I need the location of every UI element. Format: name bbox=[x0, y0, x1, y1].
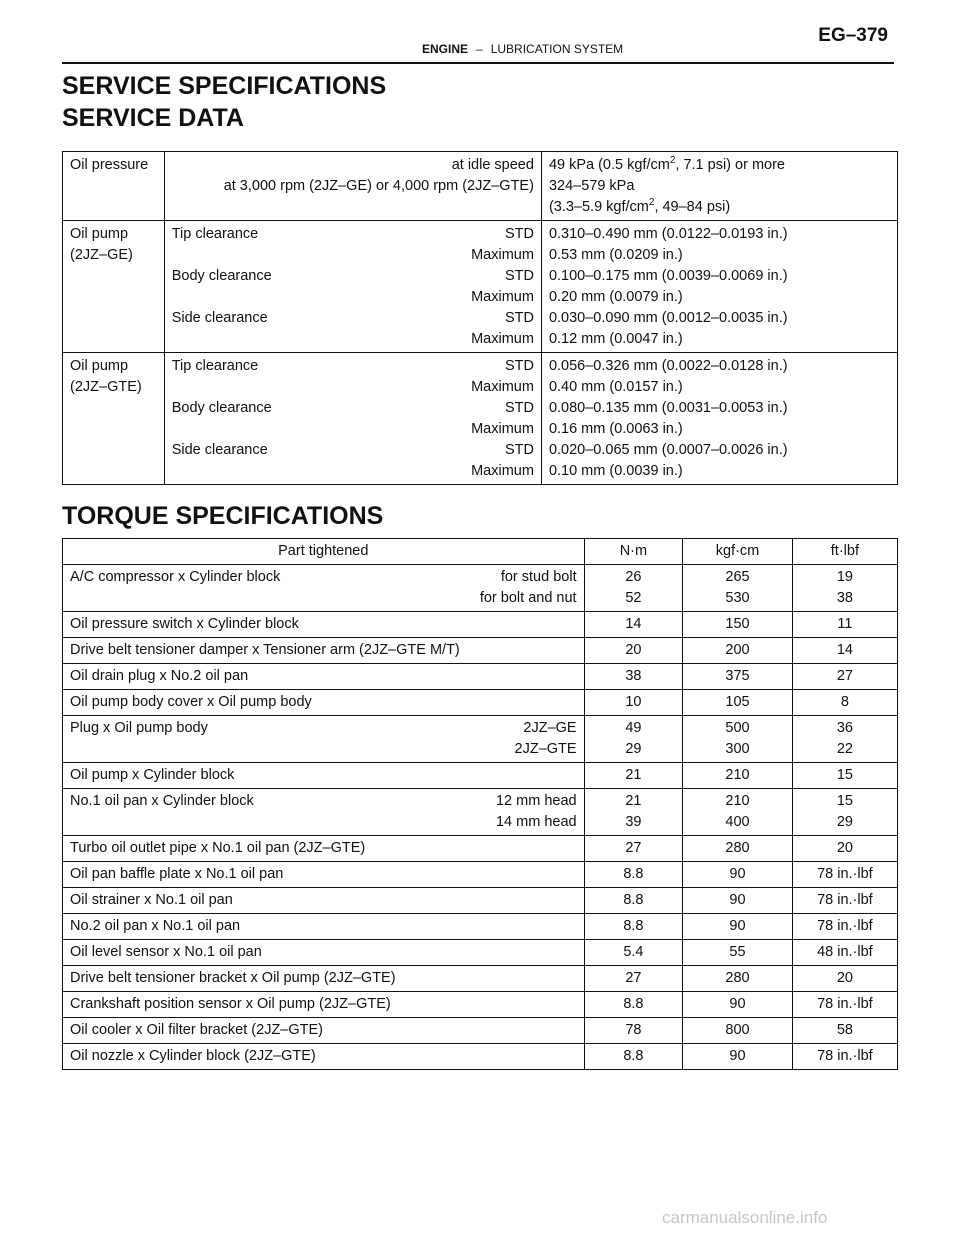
clearance-item: Side clearance bbox=[171, 442, 268, 458]
table-row bbox=[63, 716, 898, 763]
nm-value: 5.4 bbox=[623, 944, 644, 960]
part-line bbox=[70, 968, 577, 989]
ft-lbf-cell bbox=[792, 862, 897, 888]
part-cell bbox=[63, 992, 585, 1018]
clearance-value: 0.12 mm (0.0047 in.) bbox=[548, 331, 683, 347]
part-cell bbox=[63, 789, 585, 836]
clearance-line bbox=[172, 398, 534, 419]
part-name: Oil pump body cover x Oil pump body bbox=[70, 694, 312, 710]
oil-pump-2jz-ge-row bbox=[63, 221, 898, 353]
clearance-line bbox=[172, 461, 534, 482]
ft-lbf-value: 14 bbox=[836, 642, 853, 658]
kgf-cm-value: 200 bbox=[725, 642, 750, 658]
kgf-cm-cell bbox=[683, 664, 793, 690]
part-name: Oil level sensor x No.1 oil pan bbox=[70, 944, 262, 960]
kgf-cm-cell bbox=[683, 565, 793, 612]
clearance-item: Tip clearance bbox=[171, 226, 259, 242]
nm-value: 20 bbox=[625, 642, 642, 658]
part-line bbox=[70, 838, 577, 859]
part-condition: 2JZ–GE bbox=[523, 720, 577, 736]
clearance-line bbox=[172, 287, 534, 308]
part-name: Oil pump x Cylinder block bbox=[70, 767, 235, 783]
oil-pump-gte-label: Oil pump (2JZ–GTE) bbox=[63, 353, 165, 485]
clearance-line bbox=[172, 266, 534, 287]
table-row bbox=[63, 914, 898, 940]
kgf-cm-cell bbox=[683, 638, 793, 664]
clearance-condition: Maximum bbox=[471, 421, 534, 437]
clearance-value: 0.10 mm (0.0039 in.) bbox=[548, 463, 683, 479]
clearance-line bbox=[172, 440, 534, 461]
nm-value: 52 bbox=[625, 590, 642, 606]
kgf-cm-value: 265 bbox=[725, 569, 750, 585]
kgf-cm-value: 210 bbox=[725, 793, 750, 809]
part-condition: for bolt and nut bbox=[479, 590, 577, 606]
part-line bbox=[70, 791, 577, 812]
ft-lbf-value: 78 in.·lbf bbox=[817, 892, 873, 908]
oil-pressure-values bbox=[541, 152, 897, 221]
ft-lbf-cell bbox=[792, 914, 897, 940]
clearance-item: Side clearance bbox=[171, 310, 268, 326]
part-condition: 2JZ–GTE bbox=[514, 741, 577, 757]
part-cell bbox=[63, 612, 585, 638]
ft-lbf-value: 78 in.·lbf bbox=[817, 866, 873, 882]
nm-value: 49 bbox=[625, 720, 642, 736]
clearance-value: 0.020–0.065 mm (0.0007–0.0026 in.) bbox=[548, 442, 788, 458]
part-name: Drive belt tensioner bracket x Oil pump (2JZ–GTE) bbox=[70, 970, 396, 986]
service-specifications-title: SERVICE SPECIFICATIONS bbox=[62, 72, 387, 100]
clearance-condition: Maximum bbox=[471, 331, 534, 347]
table-row bbox=[63, 789, 898, 836]
nm-cell bbox=[584, 992, 683, 1018]
part-cell bbox=[63, 862, 585, 888]
part-line bbox=[70, 1046, 577, 1067]
nm-cell bbox=[584, 1044, 683, 1070]
ft-lbf-value: 78 in.·lbf bbox=[817, 1048, 873, 1064]
torque-specifications-table bbox=[62, 538, 898, 1070]
nm-cell bbox=[584, 565, 683, 612]
header-kgf-cm: kgf·cm bbox=[683, 539, 793, 565]
clearance-value: 0.100–0.175 mm (0.0039–0.0069 in.) bbox=[548, 268, 788, 284]
nm-cell bbox=[584, 612, 683, 638]
clearance-value: 0.056–0.326 mm (0.0022–0.0128 in.) bbox=[548, 358, 788, 374]
ft-lbf-cell bbox=[792, 789, 897, 836]
nm-value: 27 bbox=[625, 840, 642, 856]
nm-cell bbox=[584, 664, 683, 690]
clearance-condition: STD bbox=[504, 310, 534, 326]
table-row bbox=[63, 690, 898, 716]
clearance-value: 0.030–0.090 mm (0.0012–0.0035 in.) bbox=[548, 310, 788, 326]
kgf-cm-cell bbox=[683, 716, 793, 763]
kgf-cm-value: 105 bbox=[725, 694, 750, 710]
nm-value: 21 bbox=[625, 793, 642, 809]
part-cell bbox=[63, 716, 585, 763]
ft-lbf-cell bbox=[792, 1044, 897, 1070]
clearance-item: Tip clearance bbox=[171, 358, 259, 374]
part-line bbox=[70, 739, 577, 760]
nm-value: 8.8 bbox=[623, 1048, 644, 1064]
table-row bbox=[63, 664, 898, 690]
part-cell bbox=[63, 940, 585, 966]
clearance-condition: Maximum bbox=[471, 289, 534, 305]
kgf-cm-value: 530 bbox=[725, 590, 750, 606]
kgf-cm-cell bbox=[683, 940, 793, 966]
nm-value: 29 bbox=[625, 741, 642, 757]
clearance-item: Body clearance bbox=[171, 268, 272, 284]
ft-lbf-cell bbox=[792, 638, 897, 664]
ft-lbf-value: 78 in.·lbf bbox=[817, 918, 873, 934]
nm-cell bbox=[584, 690, 683, 716]
nm-value: 78 bbox=[625, 1022, 642, 1038]
part-line bbox=[70, 666, 577, 687]
oil-pump-gte-items bbox=[164, 353, 541, 485]
nm-cell bbox=[584, 836, 683, 862]
part-cell bbox=[63, 914, 585, 940]
part-cell bbox=[63, 836, 585, 862]
ft-lbf-value: 11 bbox=[837, 616, 853, 632]
service-data-table bbox=[62, 151, 898, 485]
part-cell bbox=[63, 763, 585, 789]
header-nm: N·m bbox=[584, 539, 683, 565]
kgf-cm-value: 280 bbox=[725, 970, 750, 986]
ft-lbf-value: 20 bbox=[836, 970, 853, 986]
part-name: Oil drain plug x No.2 oil pan bbox=[70, 668, 249, 684]
kgf-cm-cell bbox=[683, 914, 793, 940]
part-cell bbox=[63, 1044, 585, 1070]
nm-value: 10 bbox=[625, 694, 642, 710]
kgf-cm-cell bbox=[683, 1018, 793, 1044]
part-cell bbox=[63, 888, 585, 914]
part-name: Turbo oil outlet pipe x No.1 oil pan (2JZ–GTE) bbox=[70, 840, 366, 856]
nm-cell bbox=[584, 888, 683, 914]
torque-header-row bbox=[63, 539, 898, 565]
kgf-cm-value: 90 bbox=[729, 1048, 746, 1064]
kgf-cm-value: 90 bbox=[729, 892, 746, 908]
part-line bbox=[70, 692, 577, 713]
nm-cell bbox=[584, 1018, 683, 1044]
clearance-line bbox=[172, 329, 534, 350]
ft-lbf-cell bbox=[792, 664, 897, 690]
table-row bbox=[63, 565, 898, 612]
table-row bbox=[63, 836, 898, 862]
value-rpm-kgf: (3.3–5.9 kgf/$cm^2$, 49–84 psi) bbox=[548, 197, 731, 215]
part-cell bbox=[63, 690, 585, 716]
clearance-value: 0.40 mm (0.0157 in.) bbox=[548, 379, 683, 395]
kgf-cm-value: 55 bbox=[729, 944, 746, 960]
part-cell bbox=[63, 966, 585, 992]
part-name: Plug x Oil pump body bbox=[70, 720, 208, 736]
clearance-value: 0.16 mm (0.0063 in.) bbox=[548, 421, 683, 437]
kgf-cm-cell bbox=[683, 763, 793, 789]
nm-value: 21 bbox=[625, 767, 642, 783]
clearance-condition: STD bbox=[504, 442, 534, 458]
oil-pump-gte-values bbox=[541, 353, 897, 485]
clearance-line bbox=[172, 419, 534, 440]
clearance-condition: Maximum bbox=[471, 379, 534, 395]
part-name: No.2 oil pan x No.1 oil pan bbox=[70, 918, 241, 934]
nm-value: 26 bbox=[625, 569, 642, 585]
kgf-cm-cell bbox=[683, 612, 793, 638]
part-line bbox=[70, 1020, 577, 1041]
part-condition: for stud bolt bbox=[500, 569, 577, 585]
kgf-cm-cell bbox=[683, 789, 793, 836]
part-line bbox=[70, 718, 577, 739]
part-name: Oil pan baffle plate x No.1 oil pan bbox=[70, 866, 284, 882]
part-line bbox=[70, 765, 577, 786]
running-head bbox=[422, 42, 623, 56]
oil-pump-2jz-gte-row bbox=[63, 353, 898, 485]
kgf-cm-value: 400 bbox=[725, 814, 750, 830]
nm-cell bbox=[584, 862, 683, 888]
clearance-condition: STD bbox=[504, 268, 534, 284]
part-line bbox=[70, 864, 577, 885]
clearance-line bbox=[172, 308, 534, 329]
ft-lbf-cell bbox=[792, 966, 897, 992]
oil-pressure-label: Oil pressure bbox=[63, 152, 165, 221]
service-data-title: SERVICE DATA bbox=[62, 104, 244, 132]
oil-pressure-conditions bbox=[164, 152, 541, 221]
ft-lbf-cell bbox=[792, 612, 897, 638]
part-line bbox=[70, 994, 577, 1015]
ft-lbf-value: 20 bbox=[836, 840, 853, 856]
table-row bbox=[63, 763, 898, 789]
kgf-cm-value: 375 bbox=[725, 668, 750, 684]
ft-lbf-cell bbox=[792, 690, 897, 716]
kgf-cm-value: 150 bbox=[725, 616, 750, 632]
nm-value: 8.8 bbox=[623, 918, 644, 934]
condition-idle: at idle speed bbox=[451, 157, 534, 173]
ft-lbf-cell bbox=[792, 716, 897, 763]
nm-cell bbox=[584, 763, 683, 789]
table-row bbox=[63, 1018, 898, 1044]
ft-lbf-value: 15 bbox=[836, 793, 853, 809]
part-name: Drive belt tensioner damper x Tensioner arm (2JZ–GTE M/T) bbox=[70, 642, 460, 658]
kgf-cm-value: 210 bbox=[725, 767, 750, 783]
table-row bbox=[63, 862, 898, 888]
part-name: Crankshaft position sensor x Oil pump (2JZ–GTE) bbox=[70, 996, 391, 1012]
part-line bbox=[70, 640, 577, 661]
condition-rpm: at 3,000 rpm (2JZ–GE) or 4,000 rpm (2JZ–GTE) bbox=[223, 178, 534, 194]
part-line bbox=[70, 614, 577, 635]
ft-lbf-value: 36 bbox=[836, 720, 853, 736]
part-cell bbox=[63, 565, 585, 612]
kgf-cm-cell bbox=[683, 966, 793, 992]
part-line bbox=[70, 567, 577, 588]
ft-lbf-value: 19 bbox=[836, 569, 853, 585]
section-name: ENGINE bbox=[422, 42, 469, 56]
ft-lbf-cell bbox=[792, 565, 897, 612]
watermark: carmanualsonline.info bbox=[662, 1208, 828, 1227]
part-name: Oil cooler x Oil filter bracket (2JZ–GTE) bbox=[70, 1022, 323, 1038]
kgf-cm-cell bbox=[683, 836, 793, 862]
clearance-value: 0.20 mm (0.0079 in.) bbox=[548, 289, 683, 305]
table-row bbox=[63, 638, 898, 664]
ft-lbf-value: 38 bbox=[836, 590, 853, 606]
nm-cell bbox=[584, 789, 683, 836]
part-line bbox=[70, 916, 577, 937]
ft-lbf-cell bbox=[792, 763, 897, 789]
part-name: No.1 oil pan x Cylinder block bbox=[70, 793, 254, 809]
kgf-cm-cell bbox=[683, 690, 793, 716]
torque-specifications-title: TORQUE SPECIFICATIONS bbox=[62, 502, 384, 530]
value-rpm-kpa: 324–579 kPa bbox=[548, 178, 635, 194]
nm-value: 39 bbox=[625, 814, 642, 830]
kgf-cm-value: 90 bbox=[729, 866, 746, 882]
clearance-line bbox=[172, 377, 534, 398]
part-condition: 14 mm head bbox=[495, 814, 577, 830]
clearance-value: 0.310–0.490 mm (0.0122–0.0193 in.) bbox=[548, 226, 788, 242]
kgf-cm-value: 500 bbox=[725, 720, 750, 736]
value-idle: 49 kPa (0.5 kgf/$cm^2$, 7.1 psi) or more bbox=[548, 155, 785, 173]
ft-lbf-value: 78 in.·lbf bbox=[817, 996, 873, 1012]
clearance-line bbox=[172, 224, 534, 245]
nm-value: 8.8 bbox=[623, 892, 644, 908]
part-name: Oil strainer x No.1 oil pan bbox=[70, 892, 233, 908]
nm-value: 8.8 bbox=[623, 996, 644, 1012]
nm-cell bbox=[584, 716, 683, 763]
part-name: A/C compressor x Cylinder block bbox=[70, 569, 281, 585]
part-name: Oil nozzle x Cylinder block (2JZ–GTE) bbox=[70, 1048, 316, 1064]
part-line bbox=[70, 812, 577, 833]
nm-value: 8.8 bbox=[623, 866, 644, 882]
ft-lbf-value: 58 bbox=[836, 1022, 853, 1038]
clearance-condition: STD bbox=[504, 400, 534, 416]
oil-pump-ge-values bbox=[541, 221, 897, 353]
kgf-cm-cell bbox=[683, 1044, 793, 1070]
kgf-cm-cell bbox=[683, 888, 793, 914]
kgf-cm-cell bbox=[683, 862, 793, 888]
clearance-value: 0.080–0.135 mm (0.0031–0.0053 in.) bbox=[548, 400, 788, 416]
oil-pressure-row bbox=[63, 152, 898, 221]
ft-lbf-value: 15 bbox=[836, 767, 853, 783]
clearance-condition: STD bbox=[504, 226, 534, 242]
table-row bbox=[63, 612, 898, 638]
clearance-item: Body clearance bbox=[171, 400, 272, 416]
table-row bbox=[63, 940, 898, 966]
ft-lbf-value: 48 in.·lbf bbox=[817, 944, 873, 960]
ft-lbf-cell bbox=[792, 940, 897, 966]
kgf-cm-value: 800 bbox=[725, 1022, 750, 1038]
part-line bbox=[70, 588, 577, 609]
header-ft-lbf: ft·lbf bbox=[792, 539, 897, 565]
clearance-line bbox=[172, 245, 534, 266]
nm-cell bbox=[584, 940, 683, 966]
clearance-condition: Maximum bbox=[471, 247, 534, 263]
ft-lbf-value: 27 bbox=[836, 668, 853, 684]
kgf-cm-cell bbox=[683, 992, 793, 1018]
nm-cell bbox=[584, 638, 683, 664]
part-cell bbox=[63, 1018, 585, 1044]
oil-pump-ge-label: Oil pump (2JZ–GE) bbox=[63, 221, 165, 353]
clearance-condition: STD bbox=[504, 358, 534, 374]
ft-lbf-cell bbox=[792, 888, 897, 914]
table-row bbox=[63, 992, 898, 1018]
oil-pump-ge-items bbox=[164, 221, 541, 353]
nm-cell bbox=[584, 914, 683, 940]
page-header bbox=[62, 22, 894, 64]
clearance-line bbox=[172, 356, 534, 377]
part-cell bbox=[63, 638, 585, 664]
table-row bbox=[63, 888, 898, 914]
ft-lbf-cell bbox=[792, 1018, 897, 1044]
ft-lbf-value: 8 bbox=[840, 694, 849, 710]
part-name: Oil pressure switch x Cylinder block bbox=[70, 616, 299, 632]
clearance-value: 0.53 mm (0.0209 in.) bbox=[548, 247, 683, 263]
header-separator: – bbox=[476, 42, 483, 56]
ft-lbf-value: 22 bbox=[836, 741, 853, 757]
table-row bbox=[63, 1044, 898, 1070]
part-line bbox=[70, 890, 577, 911]
nm-value: 27 bbox=[625, 970, 642, 986]
kgf-cm-value: 90 bbox=[729, 996, 746, 1012]
part-line bbox=[70, 942, 577, 963]
nm-cell bbox=[584, 966, 683, 992]
kgf-cm-value: 280 bbox=[725, 840, 750, 856]
subsection-name: LUBRICATION SYSTEM bbox=[490, 42, 624, 56]
clearance-condition: Maximum bbox=[471, 463, 534, 479]
page-number: EG–379 bbox=[818, 25, 888, 46]
ft-lbf-value: 29 bbox=[836, 814, 853, 830]
kgf-cm-value: 300 bbox=[725, 741, 750, 757]
nm-value: 14 bbox=[625, 616, 642, 632]
ft-lbf-cell bbox=[792, 836, 897, 862]
part-cell bbox=[63, 664, 585, 690]
ft-lbf-cell bbox=[792, 992, 897, 1018]
part-condition: 12 mm head bbox=[495, 793, 577, 809]
table-row bbox=[63, 966, 898, 992]
kgf-cm-value: 90 bbox=[729, 918, 746, 934]
nm-value: 38 bbox=[625, 668, 642, 684]
header-part: Part tightened bbox=[63, 539, 585, 565]
